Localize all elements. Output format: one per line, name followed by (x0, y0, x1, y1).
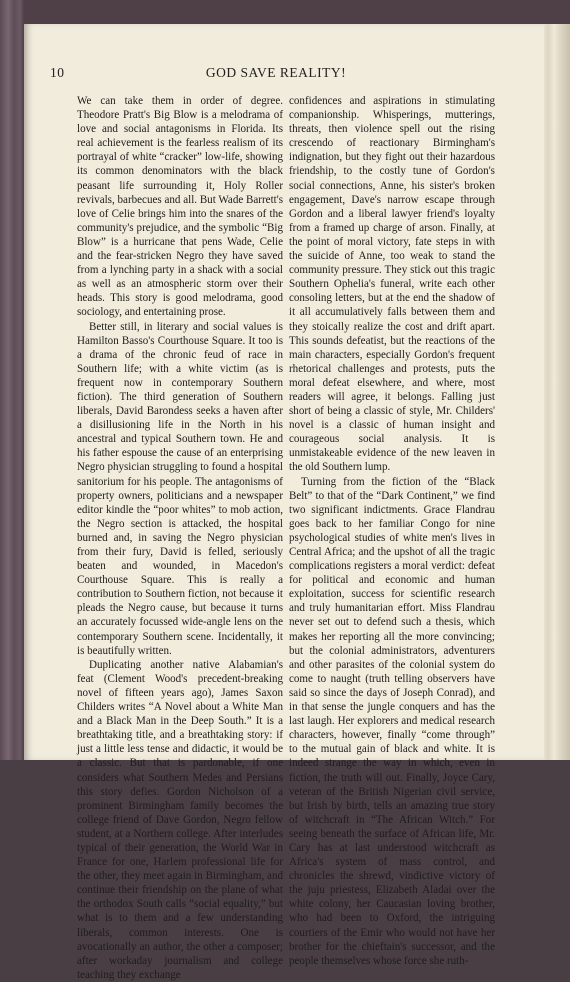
page-edge (544, 24, 570, 760)
paragraph: Turning from the fiction of the “Black Belt” to that of the “Dark Continent,” we find two significant indictments. Grace Flandrau goes back to her familiar Congo for nine psychological studies of white men's lives in Central Africa; and the upshot of all the tragic complications registers a moral verdict: defeat for political and economic and human exploitation, success for scientific research and truly humanitarian effort. Miss Flandrau never set out to defend such a thesis, which makes her reporting all the more convincing; but the colonial administrators, adventurers and other parasites of the colonial system do come to naught (truth telling observers have said so since the days of Joseph Conrad), and in that sense the jungle conquers and has the last laugh. Her explorers and medical research characters, however, finally “come through” to the mutual gain of black and white. It is indeed strange the way in which, even in fiction, the truth will out. Finally, Joyce Cary, veteran of the British Nigerian civil service, but Irish by birth, tells an amazing true story of witchcraft in “The African Witch.” For seeing beneath the surface of African life, Mr. Cary has at last understood witchcraft as Africa's system of mass control, and chronicles the shrewd, vindictive victory of the juju priestess, Elizabeth Aladai over the white colony, her Caucasian loving brother, who had been to Oxford, the intriguing courtiers of the Emir who would not have her brother for the chieftain's successor, and the people themselves whose force she ruth- (289, 475, 495, 967)
paragraph: Better still, in literary and social values is Hamilton Basso's Courthouse Square. It too is a drama of the chronic feud of race in Southern life; with a white victim (as is frequent now in contemporary Southern fiction). The third generation of Southern liberals, David Barondess seeks a haven after a disillusioning life in the North in his ancestral and typical Southern town. He and his father espouse the cause of an enterprising Negro physician struggling to found a hospital sanitorium for his people. The antagonisms of property owners, politicians and a newspaper editor kindle the “poor whites” to mob action, the Negro section is attacked, the hospital burned and, in saving the Negro physician from their fury, David is felled, seriously beaten and wounded, in Macedon's Courthouse Square. This is really a contribution to Southern fiction, not because it pleads the Negro cause, but because it turns an accurately focussed wide-angle lens on the contemporary Southern scene. Incidentally, it is beautifully written. (77, 320, 283, 657)
paragraph: Duplicating another native Alabamian's feat (Clement Wood's precedent-breaking novel of fifteen years ago), James Saxon Childers writes “A Novel about a White Man and a Black Man in the Deep South.” It is a breathtaking title, and a breathtaking story: if just a little less tense and didactic, it would be a classic. But that is pardonable, if one considers what Southern Medes and Persians this story defies. Gordon Nicholson of a prominent Birmingham family becomes the college friend of Dave Gordon, Negro fellow student, at a Northern college. After interludes typical of their generation, the World War in France for one, Harlem professional life for the other, they meet again in Birmingham, and continue their friendship on the plane of what the orthodox South calls “social equality,” but what is to them and a few understanding liberals, common interests. One is avocationally an author, the other a composer; after workaday journalism and college teaching they exchange (77, 658, 283, 981)
paragraph: We can take them in order of degree. Theodore Pratt's Big Blow is a melodrama of love and social antagonisms in Florida. Its real achievement is the fearless realism of its portrayal of white “cracker” low-life, showing its common denominators with the black peasant life surrounding it, Holy Roller revivals, barbecues and all. But Wade Barrett's love of Celie brings him into the snares of the community's prejudice, and the symbolic “Big Blow” is a hurricane that pens Wade, Celie and the fear-stricken Negro they have saved from a lynching party in a shack with a social as well as an atmospheric storm over their heads. This story is good melodrama, good sociology, and entertaining prose. (77, 95, 283, 319)
running-head: GOD SAVE REALITY! (205, 65, 347, 80)
paragraph: confidences and aspirations in stimulating companionship. Whisperings, mutterings, threats, then violence spell out the rising crescendo of reactionary Birmingham's indignation, but they fight out their hazardous friendship, to the costly tune of Gordon's social connections, Anne, his sister's broken engagement, Dave's narrow escape through Gordon and a liberal lawyer friend's loyalty from a framed up charge of arson. Finally, at the point of moral victory, fate steps in with the suicide of Anne, too weak to stand the community pressure. They stick out this tragic Southern Ophelia's funeral, write each other consoling letters, but at the end the shadow of it all accumulatively falls between them and they stoically realize the cost and drift apart. This sounds defeatist, but the reactions of the main characters, especially Gordon's frequent rhetorical challenges and protests, puts the moral defeat elsewhere, and where, most readers will agree, it belongs. Falling just short of being a classic of style, Mr. Childers' novel is a classic of human insight and courageous social analysis. It is unmistakeable evidence of the new leaven in the old Southern lump. (289, 95, 495, 474)
page-number: 10 (50, 65, 65, 80)
page-header (50, 65, 502, 83)
right-column (289, 94, 495, 968)
left-column (77, 94, 283, 982)
